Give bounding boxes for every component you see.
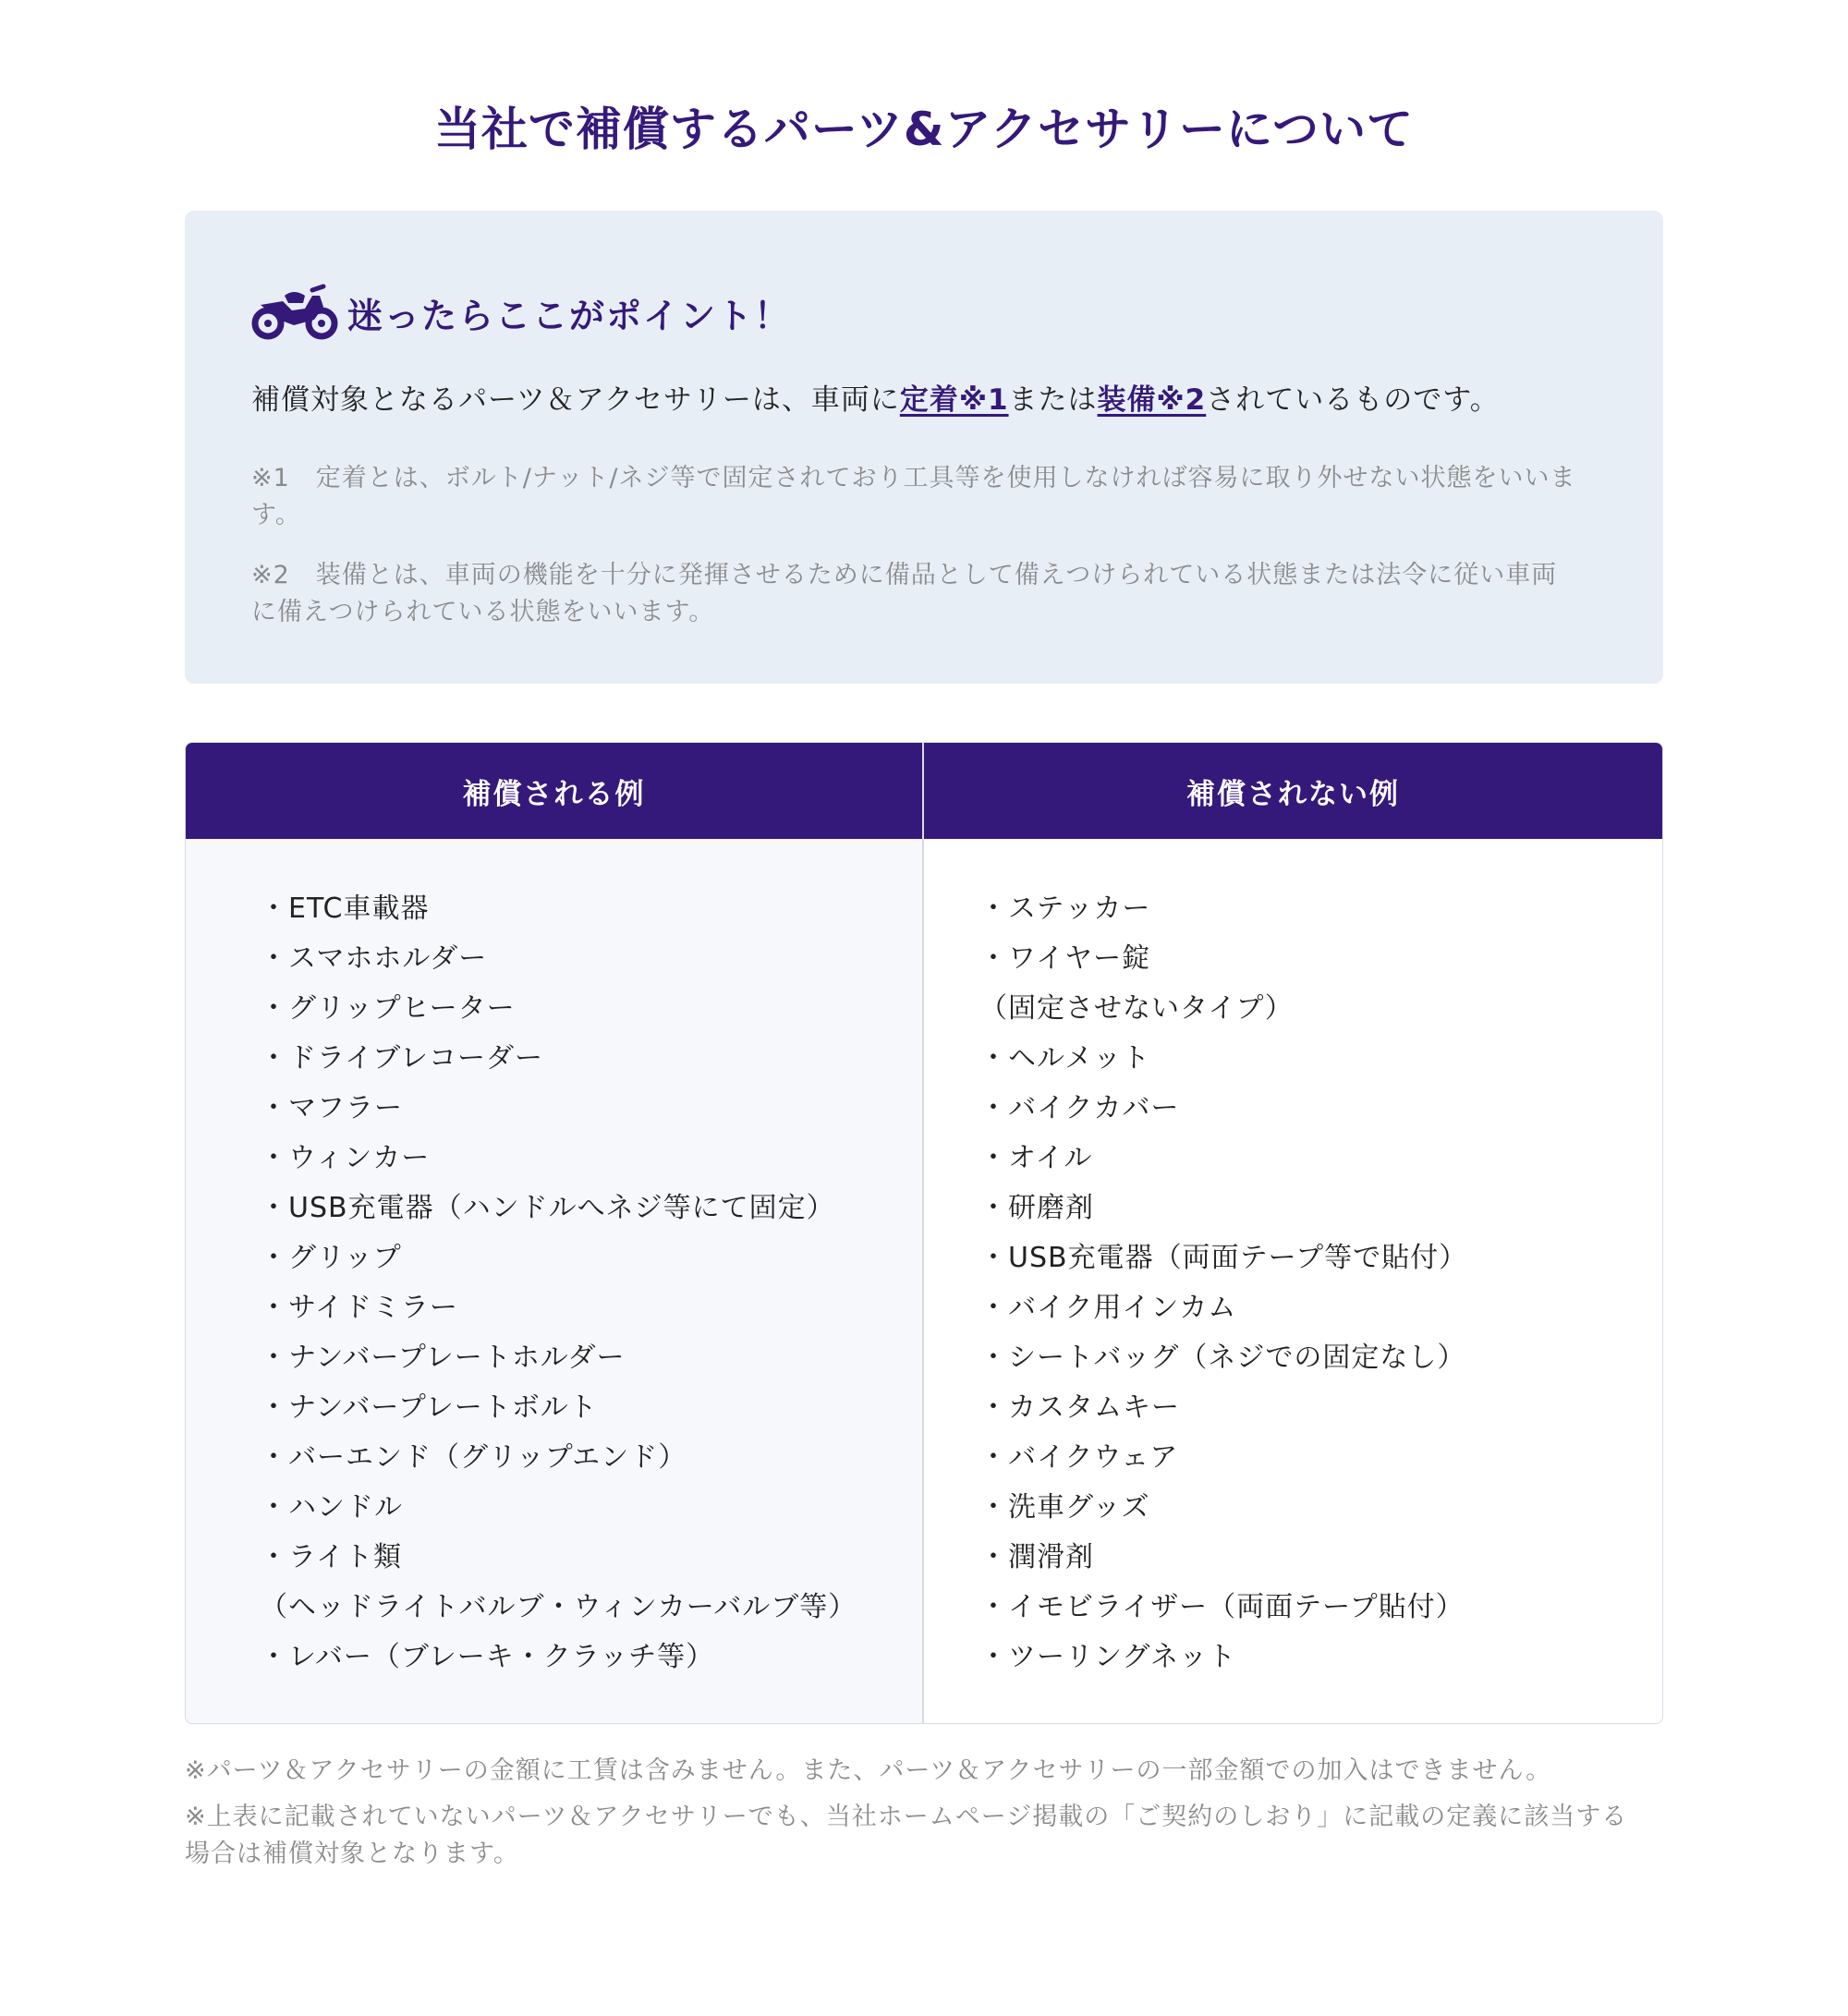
page-title: 当社で補償するパーツ&アクセサリーについて: [433, 103, 1415, 156]
teichaku-link[interactable]: 定着※1: [899, 383, 1009, 417]
list-item: ・バーエンド（グリップエンド）: [260, 1441, 687, 1474]
list-item: ・ステッカー: [979, 893, 1151, 925]
list-item: ・ヘルメット: [979, 1042, 1151, 1075]
list-item: ・ライト類: [260, 1541, 403, 1573]
not-covered-column: [924, 743, 1662, 1723]
motorcycle-icon: [251, 283, 338, 342]
list-item: ・USB充電器（両面テープ等で貼付）: [979, 1242, 1468, 1274]
soubi-note: ※2 装備とは、車両の機能を十分に発揮させるために備品として備えつけられている状態または法令に従い車両に備えつけられている状態をいいます。: [251, 561, 1558, 626]
list-item: ・ツーリングネット: [979, 1641, 1237, 1673]
footnote-labor-cost: ※パーツ＆アクセサリーの金額に工賃は含みません。また、パーツ＆アクセサリーの一部金額での加入はできません。: [185, 1756, 1552, 1785]
list-item: ・シートバッグ（ネジでの固定なし）: [979, 1342, 1466, 1374]
teichaku-note: ※1 定着とは、ボルト/ナット/ネジ等で固定されており工具等を使用しなければ容易に取り外せない状態をいいます。: [251, 464, 1576, 529]
list-item: ・オイル: [979, 1142, 1093, 1174]
list-item: ・レバー（ブレーキ・クラッチ等）: [260, 1641, 715, 1673]
list-item: ・ハンドル: [260, 1491, 403, 1524]
list-item: ・バイク用インカム: [979, 1292, 1237, 1324]
list-item: ・バイクカバー: [979, 1092, 1180, 1124]
list-item: ・グリップ: [260, 1242, 402, 1274]
footnote-definition: ※上表に記載されていないパーツ＆アクセサリーでも、当社ホームページ掲載の「ご契約のしおり」に記載の定義に該当する場合は補償対象となります。: [185, 1803, 1628, 1868]
list-item: ・洗車グッズ: [979, 1491, 1150, 1524]
point-main-text-before: 補償対象となるパーツ＆アクセサリーは、車両に: [251, 383, 900, 417]
list-item: ・ワイヤー錠: [979, 942, 1151, 975]
list-item: ・マフラー: [260, 1092, 403, 1124]
list-item: ・ETC車載器: [260, 893, 430, 925]
list-item: ・ナンバープレートボルト: [260, 1391, 598, 1424]
point-main-text-middle: または: [1008, 383, 1098, 417]
covered-list: [260, 884, 857, 1682]
list-item: ・サイドミラー: [260, 1292, 458, 1324]
list-item: ・イモビライザー（両面テープ貼付）: [979, 1591, 1465, 1623]
point-box: [185, 211, 1663, 684]
soubi-link[interactable]: 装備※2: [1097, 383, 1207, 417]
list-item: ・ドライブレコーダー: [260, 1042, 543, 1075]
not-covered-header: 補償されない例: [924, 743, 1662, 839]
covered-header: 補償される例: [186, 743, 922, 839]
list-item: ・潤滑剤: [979, 1541, 1094, 1573]
list-item: ・ナンバープレートホルダー: [260, 1342, 626, 1374]
list-item: ・グリップヒーター: [260, 992, 516, 1025]
not-covered-list: [979, 884, 1467, 1682]
list-item: ・研磨剤: [979, 1192, 1094, 1224]
examples-table: [185, 742, 1663, 1724]
list-item: ・カスタムキー: [979, 1391, 1180, 1424]
list-item: ・スマホホルダー: [260, 942, 488, 975]
covered-column: [186, 743, 924, 1723]
list-item: ・ウィンカー: [260, 1142, 431, 1174]
point-heading-text: 迷ったらここがポイント！: [347, 295, 792, 336]
point-heading: [251, 275, 791, 349]
list-item: （固定させないタイプ）: [979, 992, 1294, 1025]
list-item: ・バイクウェア: [979, 1441, 1179, 1474]
list-item: ・USB充電器（ハンドルへネジ等にて固定）: [260, 1192, 835, 1224]
list-item: （ヘッドライトバルブ・ウィンカーバルブ等）: [260, 1591, 857, 1623]
point-main-text: [251, 377, 1600, 423]
point-main-text-after: されているものです。: [1206, 383, 1500, 417]
